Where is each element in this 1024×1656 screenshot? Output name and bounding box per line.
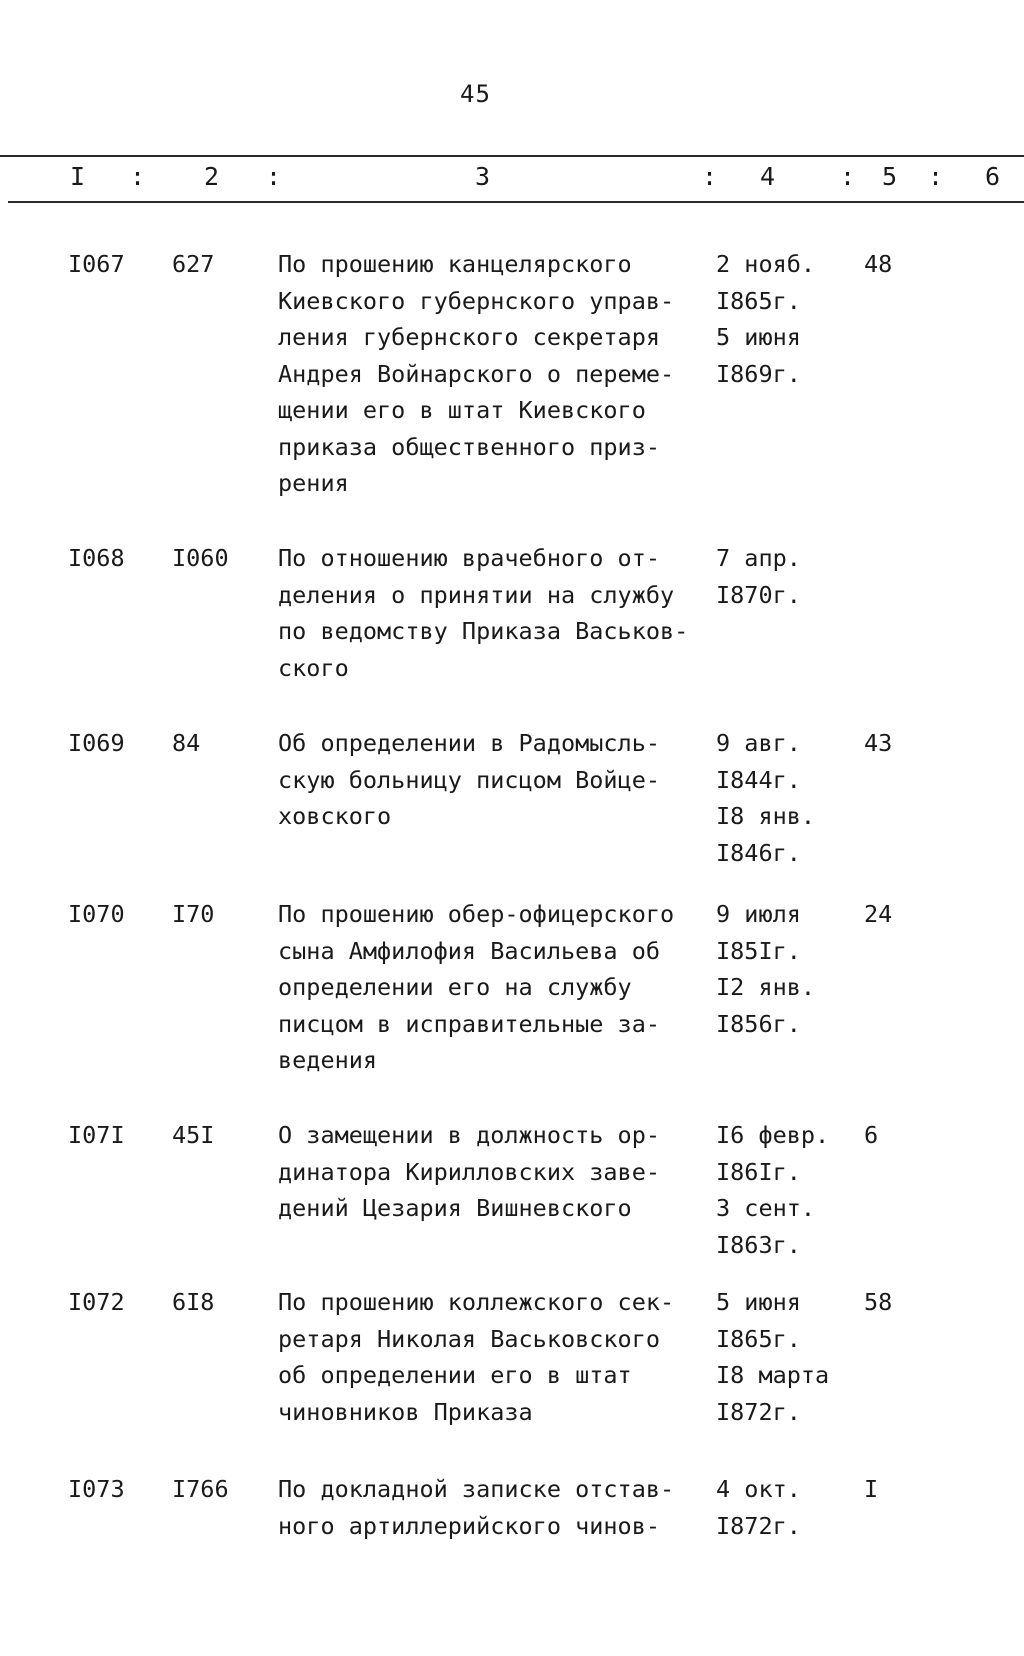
entry-date-line: 7 апр. xyxy=(716,544,801,572)
header-separator: : xyxy=(840,162,856,191)
entry-title-line: скую больницу писцом Войце- xyxy=(278,765,661,794)
entry-title-line: Об определении в Радомысль- xyxy=(278,729,661,757)
entry-title-line: сына Амфилофия Васильева об xyxy=(278,936,661,965)
entry-dates xyxy=(716,1284,856,1430)
entry-title-line: По прошению обер-офицерского xyxy=(278,900,675,928)
entry-old-number: I060 xyxy=(172,544,229,572)
entry-sheets: 48 xyxy=(864,250,893,278)
entry-number: I067 xyxy=(68,250,125,278)
entry-title-line: По докладной записке отстав- xyxy=(278,1475,675,1503)
entry-number: I07I xyxy=(68,1121,125,1149)
entry-dates xyxy=(716,246,856,392)
entry-date-line: I844г. xyxy=(716,765,801,794)
entry-date-line: I870г. xyxy=(716,580,801,609)
entry-title-line: писцом в исправительные за- xyxy=(278,1009,661,1038)
entry-title-line: по ведомству Приказа Васьков- xyxy=(278,617,689,645)
entry-title-line: О замещении в должность ор- xyxy=(278,1121,661,1149)
entry-date-line: I8 янв. xyxy=(716,802,816,830)
entry-dates xyxy=(716,725,856,871)
entry-date-line: I85Iг. xyxy=(716,936,801,965)
entry-number: I068 xyxy=(68,544,125,572)
entry-old-number: 84 xyxy=(172,729,201,757)
entry-title-line: дений Цезария Вишневского xyxy=(278,1194,632,1222)
entry-sheets: 6 xyxy=(864,1121,879,1149)
entry-date-line: I8 марта xyxy=(716,1361,830,1389)
entry-title-line: рения xyxy=(278,469,349,497)
entry-date-line: I6 февр. xyxy=(716,1121,830,1149)
entry-title-line: По прошению канцелярского xyxy=(278,250,632,278)
entry-title xyxy=(278,725,718,835)
entry-title-line: Киевского губернского управ- xyxy=(278,286,675,315)
entry-title-line: приказа общественного приз- xyxy=(278,432,661,461)
entry-date-line: 4 окт. xyxy=(716,1475,801,1503)
entry-title-line: По прошению коллежского сек- xyxy=(278,1288,675,1316)
entry-title xyxy=(278,1284,718,1430)
entry-dates xyxy=(716,1471,856,1544)
entry-old-number: I70 xyxy=(172,900,215,928)
entry-title-line: ного артиллерийского чинов- xyxy=(278,1511,661,1540)
entry-date-line: 9 июля xyxy=(716,900,801,928)
entry-title-line: определении его на службу xyxy=(278,973,632,1001)
entry-sheets: I xyxy=(864,1475,879,1503)
header-separator: : xyxy=(130,162,146,191)
entry-sheets: 58 xyxy=(864,1288,893,1316)
header-top-rule xyxy=(0,155,1024,157)
entry-old-number: 627 xyxy=(172,250,215,278)
entry-date-line: 9 авг. xyxy=(716,729,801,757)
entry-title xyxy=(278,1471,718,1544)
entry-dates xyxy=(716,1117,856,1263)
entry-date-line: I86Iг. xyxy=(716,1157,801,1186)
entry-title xyxy=(278,1117,718,1227)
entry-title-line: динатора Кирилловских заве- xyxy=(278,1157,661,1186)
table-header xyxy=(0,162,1024,198)
entry-date-line: I872г. xyxy=(716,1511,801,1540)
header-col-1: I xyxy=(70,162,86,191)
entry-title-line: Андрея Войнарского о переме- xyxy=(278,359,675,388)
page-number: 45 xyxy=(460,80,491,108)
entry-number: I069 xyxy=(68,729,125,757)
entry-date-line: 5 июня xyxy=(716,323,801,351)
entry-number: I073 xyxy=(68,1475,125,1503)
entry-date-line: I869г. xyxy=(716,359,801,388)
entry-title xyxy=(278,540,718,686)
entry-date-line: I865г. xyxy=(716,286,801,315)
entry-dates xyxy=(716,896,856,1042)
entry-date-line: I846г. xyxy=(716,838,801,867)
entry-date-line: 2 нояб. xyxy=(716,250,816,278)
entry-title-line: чиновников Приказа xyxy=(278,1397,533,1426)
entry-old-number: I766 xyxy=(172,1475,229,1503)
entry-date-line: I856г. xyxy=(716,1009,801,1038)
header-separator: : xyxy=(928,162,944,191)
entry-number: I070 xyxy=(68,900,125,928)
entry-title-line: деления о принятии на службу xyxy=(278,580,675,609)
entry-date-line: I865г. xyxy=(716,1324,801,1353)
entry-date-line: I872г. xyxy=(716,1397,801,1426)
header-col-2: 2 xyxy=(204,162,220,191)
entry-date-line: I2 янв. xyxy=(716,973,816,1001)
entry-title-line: ведения xyxy=(278,1046,378,1074)
entry-number: I072 xyxy=(68,1288,125,1316)
entry-date-line: 3 сент. xyxy=(716,1194,816,1222)
entry-title-line: об определении его в штат xyxy=(278,1361,632,1389)
entry-date-line: I863г. xyxy=(716,1230,801,1259)
entry-old-number: 6I8 xyxy=(172,1288,215,1316)
header-col-3: 3 xyxy=(475,162,491,191)
entry-sheets: 24 xyxy=(864,900,893,928)
header-col-4: 4 xyxy=(760,162,776,191)
entry-title xyxy=(278,246,718,502)
header-col-6: 6 xyxy=(985,162,1001,191)
header-separator: : xyxy=(702,162,718,191)
entry-title-line: ретаря Николая Васьковского xyxy=(278,1324,661,1353)
header-bottom-rule xyxy=(8,201,1024,203)
entry-title-line: ского xyxy=(278,653,349,682)
entry-title-line: По отношению врачебного от- xyxy=(278,544,661,572)
header-col-5: 5 xyxy=(882,162,898,191)
entry-old-number: 45I xyxy=(172,1121,215,1149)
entry-sheets: 43 xyxy=(864,729,893,757)
entry-date-line: 5 июня xyxy=(716,1288,801,1316)
header-separator: : xyxy=(266,162,282,191)
entry-title-line: ления губернского секретаря xyxy=(278,323,661,351)
entry-title xyxy=(278,896,718,1079)
entry-title-line: щении его в штат Киевского xyxy=(278,396,646,424)
entry-dates xyxy=(716,540,856,613)
entry-title-line: ховского xyxy=(278,802,392,830)
